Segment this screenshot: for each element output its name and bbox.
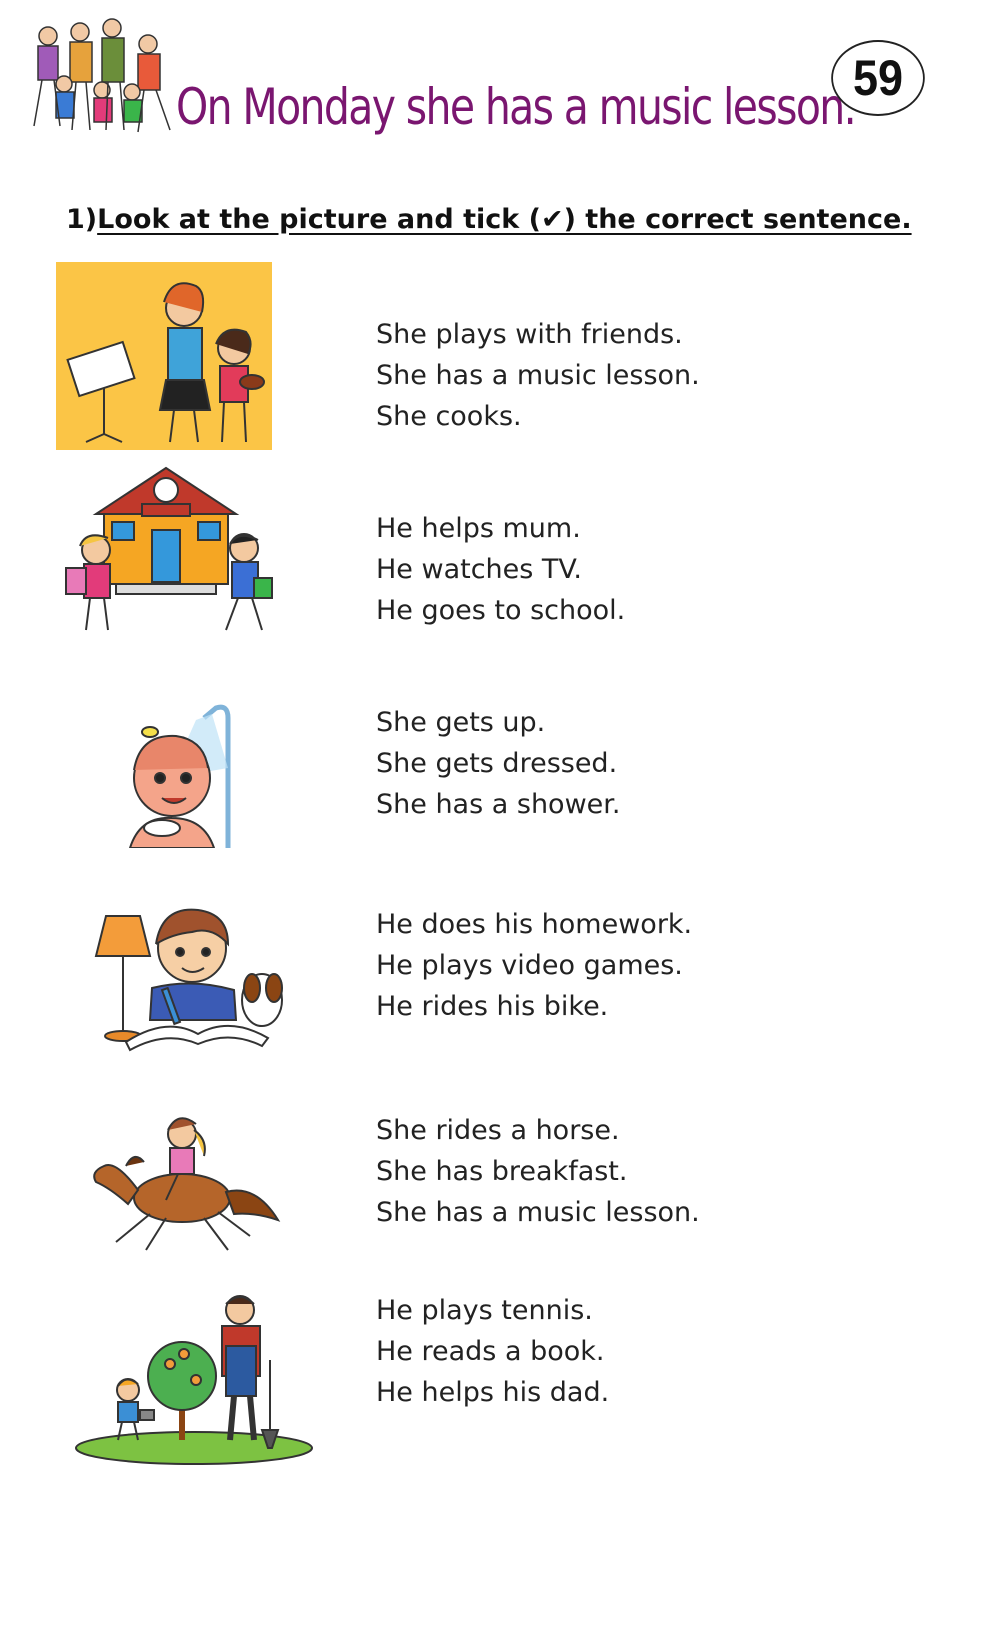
option-2[interactable]: She has breakfast. [376, 1156, 628, 1187]
option-2[interactable]: He reads a book. [376, 1336, 605, 1367]
option-3[interactable]: She cooks. [376, 401, 522, 432]
shower-illustration-icon [100, 698, 260, 848]
options-list [376, 1290, 609, 1413]
option-2[interactable]: She has a music lesson. [376, 360, 700, 391]
option-3[interactable]: He helps his dad. [376, 1377, 610, 1408]
instruction-text: Look at the picture and tick (✔) the correct sentence. [97, 204, 912, 235]
gardening-illustration-icon [74, 1290, 314, 1470]
option-1[interactable]: He does his homework. [376, 909, 693, 940]
options-list [376, 702, 620, 825]
homework-illustration-icon [86, 904, 286, 1054]
horse-riding-illustration-icon [86, 1110, 282, 1260]
options-list [376, 508, 625, 631]
option-3[interactable]: He rides his bike. [376, 991, 609, 1022]
page-number-badge: 59 [831, 40, 925, 116]
instruction [66, 204, 912, 235]
option-2[interactable]: He watches TV. [376, 554, 582, 585]
option-3[interactable]: He goes to school. [376, 595, 626, 626]
option-1[interactable]: He plays tennis. [376, 1295, 593, 1326]
option-1[interactable]: She rides a horse. [376, 1115, 620, 1146]
family-illustration-icon [20, 14, 180, 142]
options-list [376, 904, 692, 1027]
option-1[interactable]: She plays with friends. [376, 319, 683, 350]
options-list [376, 1110, 700, 1233]
option-2[interactable]: He plays video games. [376, 950, 683, 981]
music-lesson-illustration-icon [56, 262, 272, 450]
option-1[interactable]: She gets up. [376, 707, 546, 738]
option-2[interactable]: She gets dressed. [376, 748, 618, 779]
instruction-number: 1) [66, 204, 98, 235]
option-3[interactable]: She has a shower. [376, 789, 621, 820]
school-illustration-icon [56, 460, 276, 640]
options-list [376, 314, 700, 437]
option-1[interactable]: He helps mum. [376, 513, 581, 544]
option-3[interactable]: She has a music lesson. [376, 1197, 700, 1228]
page-title: On Monday she has a music lesson. [176, 78, 856, 136]
